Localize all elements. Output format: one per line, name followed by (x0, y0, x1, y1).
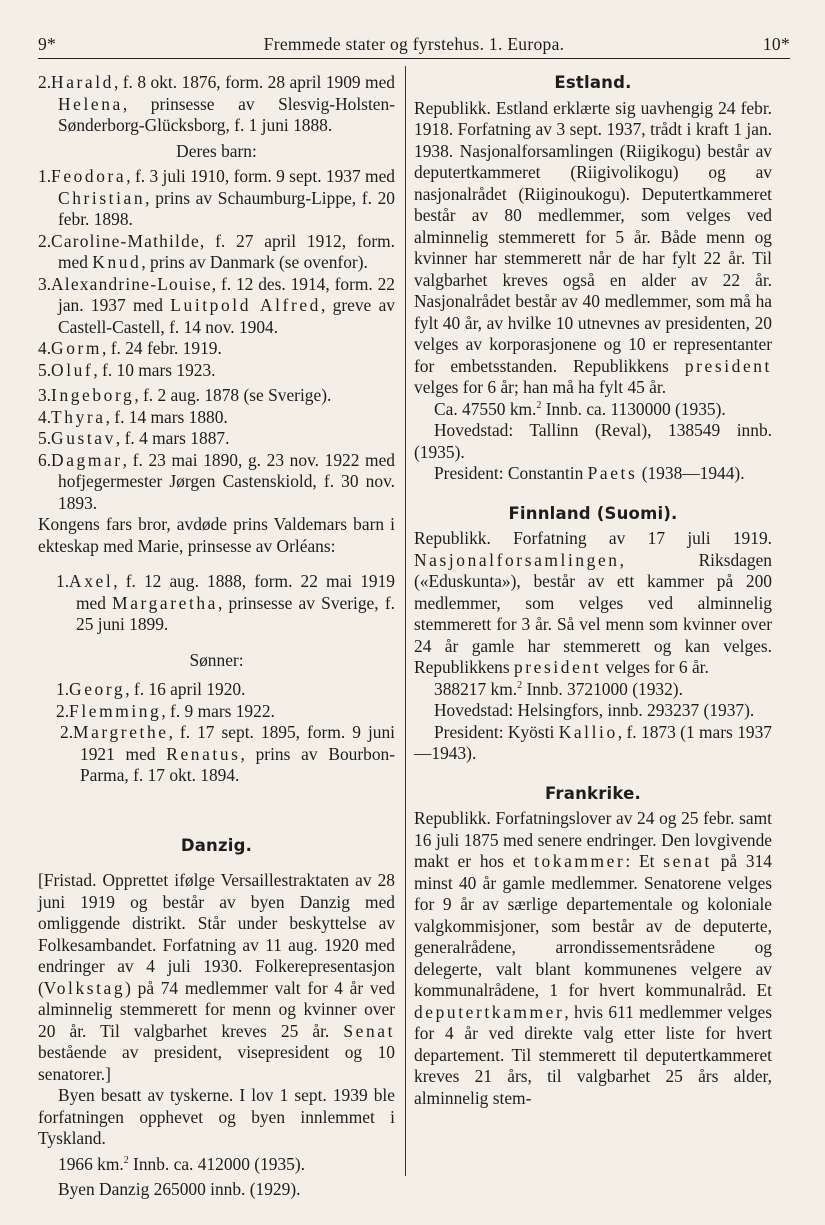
entry-dagmar: 6.Dagmar, f. 23 mai 1890, g. 23 nov. 1922 med hofjegermester Jørgen Castenskiold, f. 30 nov. 1893. (38, 449, 395, 513)
danzig-occupation-paragraph: Byen besatt av tyskerne. I lov 1 sept. 1939 ble forfatningen opphevet og byen innlemmet i Tyskland. (38, 1085, 395, 1148)
entry-thyra: 4.Thyra, f. 14 mars 1880. (38, 406, 228, 427)
section-heading-frankrike: Frankrike. (545, 783, 641, 803)
section-heading-danzig: Danzig. (180, 835, 253, 855)
entry-alexandrine-louise: 3.Alexandrine-Louise, f. 12 des. 1914, form. 22 jan. 1937 med Luitpold Alfred, greve av Castell-Castell, f. 14 nov. 1904. (38, 273, 395, 337)
children-heading: Deres barn: (176, 140, 257, 161)
valdemar-children-intro: Kongens fars bror, avdøde prins Valdemars barn i ekteskap med Marie, prinsesse av Orléans: (38, 514, 395, 556)
left-column (38, 72, 395, 1201)
estland-president: President: Constantin Paets (1938—1944). (434, 463, 745, 483)
finnland-capital: Hovedstad: Helsingfors, innb. 293237 (1937). (434, 700, 755, 720)
estland-capital: Hovedstad: Tallinn (Reval), 138549 innb. (1935). (414, 420, 772, 462)
page-number-left: 9* (38, 34, 57, 54)
danzig-paragraph: [Fristad. Opprettet ifølge Versaillestraktaten av 28 juni 1919 og består av byen Danzig med omliggende distrikt. Står under beskyttelse av Folkesambandet. Forfatning av 11 aug. 1920 med endringer av 4 juli 1930. Folkerepresentasjon (Volkstag) på 74 medlemmer valt for 4 år ved alminnelig stemmerett for menn og kvinner over 20 år. Til valgbarhet kreves 25 år. Senat bestående av president, visepresident og 10 senatorer.] (38, 870, 395, 1084)
right-column (414, 72, 772, 1109)
sons-heading: Sønner: (189, 649, 244, 670)
entry-georg: 1.Georg, f. 16 april 1920. (56, 679, 246, 699)
entry-flemming: 2.Flemming, f. 9 mars 1922. (56, 700, 275, 721)
entry-axel: 1.Axel, f. 12 aug. 1888, form. 22 mai 1919 med Margaretha, prinsesse av Sverige, f. 25 juni 1899. (56, 571, 395, 634)
header-rule (38, 58, 790, 59)
finnland-president: President: Kyösti Kallio, f. 1873 (1 mars 1937—1943). (414, 721, 772, 763)
page-number-right: 10* (762, 34, 790, 54)
frankrike-paragraph: Republikk. Forfatningslover av 24 og 25 febr. samt 16 juli 1875 med senere endringer. Den lovgivende makt er hos et tokammer: Et senat på 314 minst 40 år gamle medlemmer. Senatorene velges for 9 år av særlige departementale og koloniale valgkommisjoner, som består av de deputerte, generalrådene, arrondissementsrådene og delegerte, valt blant kommunenes velgere av kommunalrådene, 1 for hvert kommunalråd. Et deputertkammer, hvis 611 medlemmer velges for 4 år ved direkte valg etter liste for hvert departement. Til stemmerett til deputertkammeret kreves 21 års, til valgbarhet 25 års alder, alminnelig stem- (414, 808, 772, 1108)
estland-paragraph: Republikk. Estland erklærte sig uavhengig 24 febr. 1918. Forfatning av 3 sept. 1937, trådt i kraft 1 jan. 1938. Nasjonalforsamlingen (Riigikogu) består av deputertkammeret (Riigivolikogu) og av nasjonalrådet (Riiginoukogu). Deputertkammeret består av 80 medlemmer, som velges ved alminnelig stemmerett for 5 år. Både menn og kvinner har stemmerett når de har fylt 22 år. Til valgbarhet kreves også en alder av 22 år. Nasjonalrådet består av 40 medlemmer, som må ha fylt 40 år, av hvilke 10 utnevnes av presidenten, 20 velges av korporasjonene og 10 er representanter for embetsstanden. Republikkens president velges for 6 år; han må ha fylt 45 år. (414, 97, 772, 397)
section-heading-estland: Estland. (554, 73, 632, 92)
entry-gorm: 4.Gorm, f. 24 febr. 1919. (38, 338, 222, 358)
estland-area-population: Ca. 47550 km.$^2$ Innb. ca. 1130000 (1935). (434, 398, 726, 419)
column-divider (405, 66, 406, 1176)
finnland-paragraph: Republikk. Forfatning av 17 juli 1919. Nasjonalforsamlingen, Riksdagen («Eduskunta»), består av ett kammer på 200 medlemmer, som velges ved alminnelig stemmerett for 3 år. Så vel menn som kvinner over 24 år gamle har stemmerett og kan velges. Republikkens president velges for 6 år. (414, 528, 772, 677)
entry-ingeborg: 3.Ingeborg, f. 2 aug. 1878 (se Sverige). (38, 385, 332, 405)
entry-caroline-mathilde: 2.Caroline-Mathilde, f. 27 april 1912, form. med Knud, prins av Danmark (se ovenfor). (38, 230, 395, 272)
page-header (38, 30, 790, 60)
entry-harald: 2.Harald, f. 8 okt. 1876, form. 28 april 1909 med Helena, prinsesse av Slesvig-Holsten-Sønderborg-Glücksborg, f. 1 juni 1888. (38, 72, 395, 135)
section-heading-finnland: Finnland (Suomi). (508, 503, 678, 523)
running-title: Fremmede stater og fyrstehus. 1. Europa. (263, 34, 565, 54)
entry-margrethe: 2.Margrethe, f. 17 sept. 1895, form. 9 juni 1921 med Renatus, prins av Bourbon-Parma, f. 17 okt. 1894. (60, 722, 396, 785)
entry-oluf: 5.Oluf, f. 10 mars 1923. (38, 359, 216, 380)
danzig-area-population: 1966 km.$^2$ Innb. ca. 412000 (1935). (58, 1153, 305, 1174)
finnland-area-population: 388217 km.$^2$ Innb. 3721000 (1932). (434, 678, 683, 699)
danzig-city-population: Byen Danzig 265000 innb. (1929). (58, 1179, 301, 1199)
entry-feodora: 1.Feodora, f. 3 juli 1910, form. 9 sept. 1937 med Christian, prins av Schaumburg-Lippe, f. 20 febr. 1898. (38, 166, 395, 229)
entry-gustav: 5.Gustav, f. 4 mars 1887. (38, 428, 230, 448)
